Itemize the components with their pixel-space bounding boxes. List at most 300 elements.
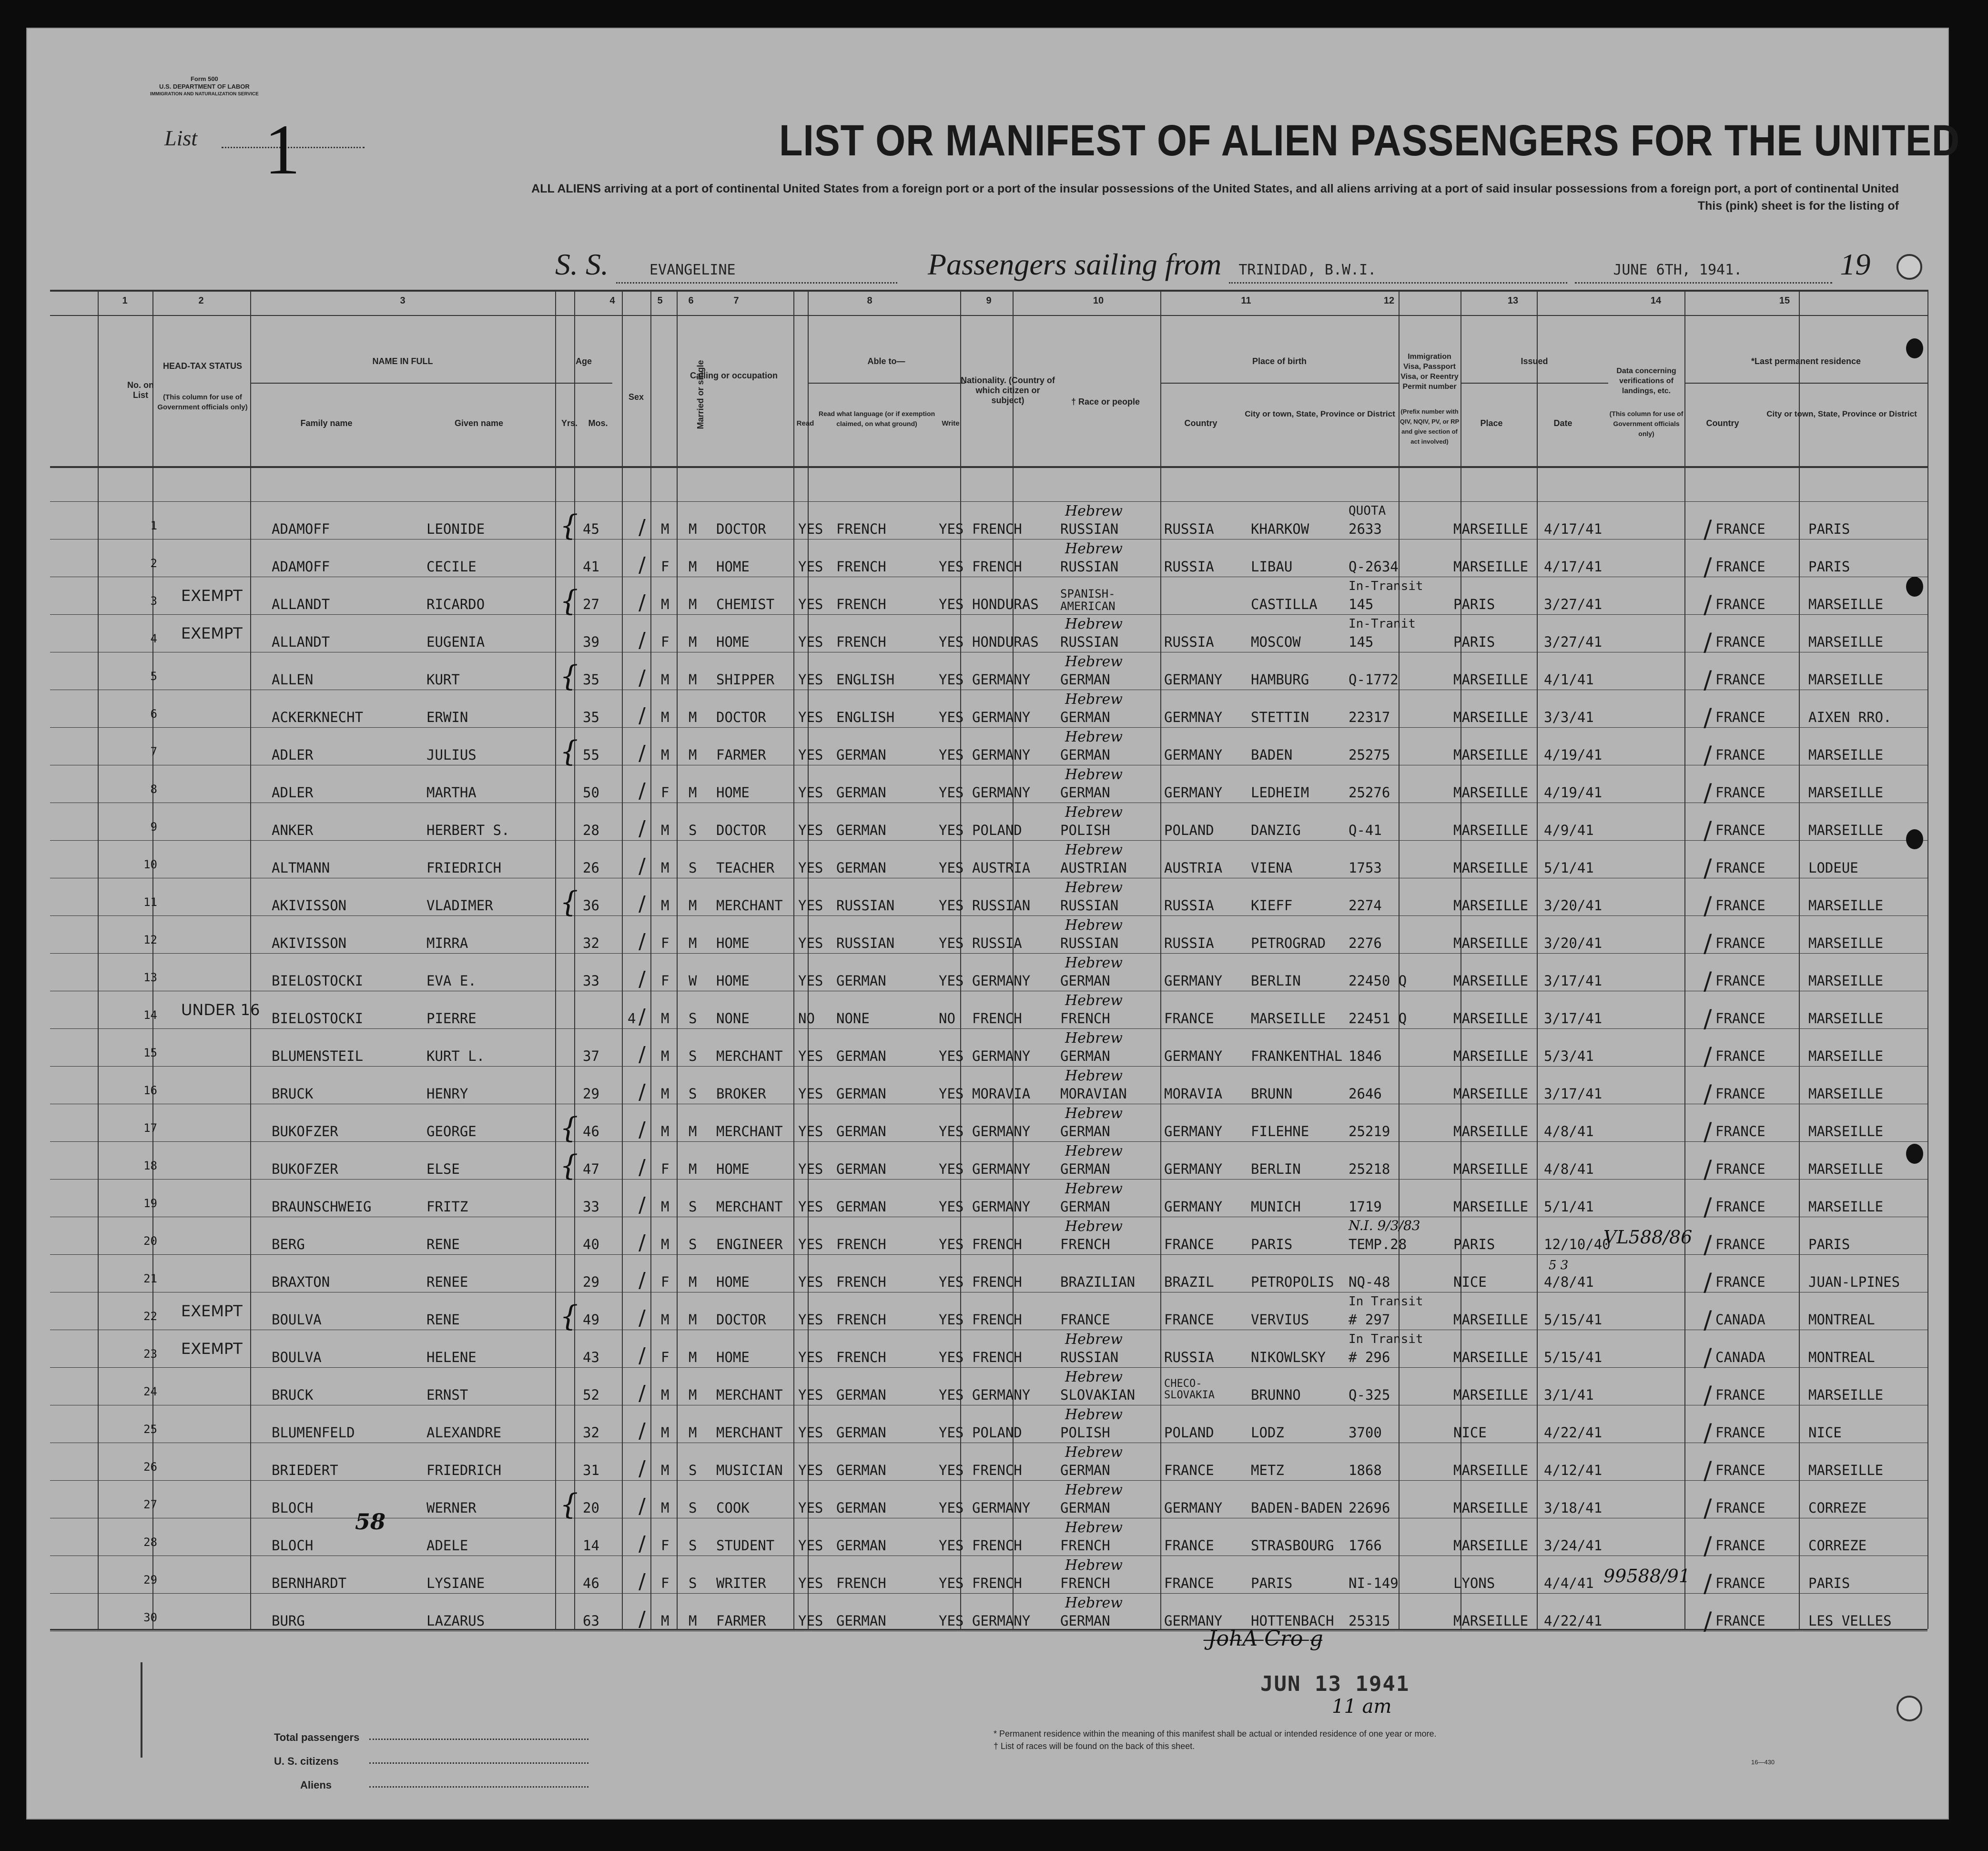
table-bottom-rule	[50, 1629, 1927, 1630]
birth-country-cell: RUSSIA	[1164, 521, 1214, 537]
issued-place-cell: MARSEILLE	[1453, 860, 1529, 876]
bracket-mark: {	[560, 1488, 578, 1521]
age-years-cell: 14	[583, 1537, 599, 1554]
issued-date-cell: 4/22/41	[1544, 1613, 1603, 1629]
column-number: 10	[1093, 295, 1104, 306]
can-read-cell: YES	[798, 747, 823, 763]
issued-date-cell: 4/8/41	[1544, 1123, 1594, 1139]
can-read-cell: YES	[798, 1161, 823, 1177]
row-rule	[50, 1066, 1927, 1067]
ship-prefix: S. S.	[555, 247, 609, 281]
can-write-cell: YES	[939, 1161, 964, 1177]
bracket-mark: {	[560, 509, 578, 542]
can-read-cell: YES	[798, 935, 823, 951]
can-read-cell: YES	[798, 1500, 823, 1516]
sex-cell: M	[661, 747, 669, 763]
occupation-cell: HOME	[716, 1349, 750, 1365]
residence-country-cell: FRANCE	[1715, 973, 1765, 989]
check-mark: /	[639, 779, 646, 803]
hebrew-annotation: Hebrew	[1065, 992, 1123, 1009]
date-stamp: JUN 13 1941	[1260, 1672, 1410, 1696]
can-write-cell: YES	[939, 559, 964, 575]
residence-city-cell: MARSEILLE	[1808, 1123, 1884, 1139]
row-number: 17	[143, 1121, 157, 1135]
nationality-cell: FRENCH	[972, 559, 1022, 575]
check-mark: /	[639, 1494, 646, 1518]
issued-date-cell: 5/1/41	[1544, 860, 1594, 876]
check-mark: /	[1704, 590, 1712, 619]
marital-status-cell: M	[689, 521, 697, 537]
sex-cell: F	[661, 1575, 669, 1591]
race-cell: GERMAN	[1060, 709, 1110, 725]
can-write-cell: YES	[939, 784, 964, 801]
birth-city-cell: MUNICH	[1251, 1199, 1301, 1215]
can-write-cell: YES	[939, 1424, 964, 1441]
birth-country-cell: GERMANY	[1164, 973, 1223, 989]
birth-city-cell: PARIS	[1251, 1575, 1293, 1591]
header-nationality: Nationality. (Country of which citizen or subject)	[961, 376, 1055, 405]
can-write-cell: YES	[939, 671, 964, 688]
row-number: 7	[150, 745, 157, 758]
birth-city-cell: BADEN-BADEN	[1251, 1500, 1343, 1516]
able-subheader-rule	[808, 383, 965, 384]
punch-hole	[1906, 1144, 1923, 1164]
marital-status-cell: M	[689, 1349, 697, 1365]
nationality-cell: FRENCH	[972, 1575, 1022, 1591]
handwritten-58: 58	[355, 1509, 386, 1535]
birth-city-cell: BRUNNO	[1251, 1387, 1301, 1403]
birth-country-cell: GERMANY	[1164, 1048, 1223, 1064]
issued-place-cell: MARSEILLE	[1453, 1086, 1529, 1102]
can-read-cell: YES	[798, 671, 823, 688]
can-read-cell: YES	[798, 1199, 823, 1215]
occupation-cell: HOME	[716, 1274, 750, 1290]
residence-country-cell: FRANCE	[1715, 1048, 1765, 1064]
marital-status-cell: M	[689, 671, 697, 688]
nationality-cell: MORAVIA	[972, 1086, 1031, 1102]
birth-city-cell: LEDHEIM	[1251, 784, 1309, 801]
header-name-in-full: NAME IN FULL	[372, 356, 433, 366]
occupation-cell: WRITER	[716, 1575, 766, 1591]
read-language-cell: GERMAN	[836, 1199, 886, 1215]
sex-cell: F	[661, 973, 669, 989]
header-issued: Issued	[1521, 356, 1548, 366]
can-write-cell: YES	[939, 1086, 964, 1102]
residence-city-cell: MONTREAL	[1808, 1312, 1875, 1328]
birth-country-cell: CHECO-SLOVAKIA	[1164, 1378, 1215, 1401]
row-rule	[50, 1141, 1927, 1142]
given-name-cell: PIERRE	[426, 1010, 477, 1027]
residence-city-cell: MARSEILLE	[1808, 1086, 1884, 1102]
residence-city-cell: JUAN-LPINES	[1808, 1274, 1900, 1290]
family-name-cell: BRUCK	[272, 1086, 314, 1102]
issued-place-cell: MARSEILLE	[1453, 671, 1529, 688]
sex-cell: F	[661, 1349, 669, 1365]
check-mark: /	[639, 1306, 646, 1330]
residence-city-cell: MONTREAL	[1808, 1349, 1875, 1365]
visa-cell: 1753	[1349, 860, 1382, 876]
race-cell: POLISH	[1060, 822, 1110, 838]
occupation-cell: DOCTOR	[716, 709, 766, 725]
visa-cell: 25219	[1349, 1123, 1390, 1139]
issued-date-cell: 4/22/41	[1544, 1424, 1603, 1441]
aliens-label: Aliens	[300, 1779, 332, 1791]
visa-cell: # 297	[1349, 1312, 1390, 1328]
marital-status-cell: M	[689, 559, 697, 575]
read-language-cell: GERMAN	[836, 1086, 886, 1102]
birth-country-cell: GERMANY	[1164, 784, 1223, 801]
family-name-cell: BURG	[272, 1613, 305, 1629]
check-mark: /	[1704, 1306, 1712, 1334]
visa-cell: 1719	[1349, 1199, 1382, 1215]
residence-city-cell: LES VELLES	[1808, 1613, 1892, 1629]
issued-date-cell: 3/3/41	[1544, 709, 1594, 725]
check-mark: /	[639, 1193, 646, 1217]
nationality-cell: FRENCH	[972, 1462, 1022, 1478]
can-read-cell: YES	[798, 1387, 823, 1403]
row-number: 28	[143, 1536, 157, 1549]
residence-country-cell: CANADA	[1715, 1312, 1765, 1328]
row-number: 25	[143, 1423, 157, 1436]
given-name-cell: JULIUS	[426, 747, 477, 763]
check-mark: /	[1704, 1381, 1712, 1410]
family-name-cell: BRAXTON	[272, 1274, 330, 1290]
birth-city-cell: PARIS	[1251, 1236, 1293, 1252]
occupation-cell: NONE	[716, 1010, 750, 1027]
given-name-cell: FRIEDRICH	[426, 860, 502, 876]
sex-cell: F	[661, 1537, 669, 1554]
read-language-cell: FRENCH	[836, 1312, 886, 1328]
read-language-cell: GERMAN	[836, 1500, 886, 1516]
check-mark: /	[639, 1268, 646, 1292]
check-mark: /	[1704, 1155, 1712, 1184]
sex-cell: M	[661, 1236, 669, 1252]
read-language-cell: GERMAN	[836, 1123, 886, 1139]
given-name-cell: RICARDO	[426, 596, 485, 612]
hebrew-annotation: Hebrew	[1065, 1519, 1123, 1536]
can-read-cell: YES	[798, 1424, 823, 1441]
hebrew-annotation: Hebrew	[1065, 842, 1123, 858]
header-visa-note: (Prefix number with QIV, NQIV, PV, or RP and give section of act involved)	[1400, 408, 1460, 445]
birth-country-cell: FRANCE	[1164, 1537, 1214, 1554]
sex-cell: M	[661, 1312, 669, 1328]
visa-cell: Q-2634	[1349, 559, 1399, 575]
column-rule	[1160, 290, 1161, 1629]
visa-note-cell: In Transit	[1349, 1294, 1423, 1309]
hebrew-annotation: Hebrew	[1065, 1482, 1123, 1498]
can-read-cell: YES	[798, 1349, 823, 1365]
issued-place-cell: MARSEILLE	[1453, 1123, 1529, 1139]
column-number: 5	[657, 295, 663, 306]
residence-city-cell: MARSEILLE	[1808, 1387, 1884, 1403]
birth-country-cell: GERMNAY	[1164, 709, 1223, 725]
visa-cell: 22451 Q	[1349, 1010, 1407, 1027]
visa-cell: 3700	[1349, 1424, 1382, 1441]
occupation-cell: MERCHANT	[716, 1048, 783, 1064]
age-years-cell: 32	[583, 935, 599, 951]
read-language-cell: FRENCH	[836, 1575, 886, 1591]
occupation-cell: MERCHANT	[716, 897, 783, 914]
race-cell: GERMAN	[1060, 1048, 1110, 1064]
birth-city-cell: KHARKOW	[1251, 521, 1309, 537]
issued-date-cell: 4/19/41	[1544, 784, 1603, 801]
year-label: 19	[1840, 247, 1871, 281]
birth-country-cell: RUSSIA	[1164, 897, 1214, 914]
marital-status-cell: M	[689, 1161, 697, 1177]
hebrew-annotation: Hebrew	[1065, 766, 1123, 783]
can-write-cell: YES	[939, 521, 964, 537]
total-passengers-label: Total passengers	[274, 1731, 360, 1743]
race-cell: GERMAN	[1060, 973, 1110, 989]
family-name-cell: ADAMOFF	[272, 521, 330, 537]
check-mark: /	[639, 892, 646, 916]
given-name-cell: HENRY	[426, 1086, 468, 1102]
check-mark: /	[1704, 1343, 1712, 1372]
can-read-cell: YES	[798, 634, 823, 650]
read-language-cell: RUSSIAN	[836, 897, 895, 914]
visa-cell: 2633	[1349, 521, 1382, 537]
residence-country-cell: FRANCE	[1715, 1236, 1765, 1252]
race-cell: RUSSIAN	[1060, 559, 1119, 575]
check-mark: /	[639, 1155, 646, 1180]
occupation-cell: CHEMIST	[716, 596, 775, 612]
birth-country-cell: FRANCE	[1164, 1575, 1214, 1591]
column-rule	[622, 290, 623, 1629]
age-years-cell: 26	[583, 860, 599, 876]
family-name-cell: BRAUNSCHWEIG	[272, 1199, 372, 1215]
race-cell: POLISH	[1060, 1424, 1110, 1441]
race-cell: AUSTRIAN	[1060, 860, 1127, 876]
race-cell: GERMAN	[1060, 1199, 1110, 1215]
issued-place-cell: MARSEILLE	[1453, 709, 1529, 725]
can-write-cell: YES	[939, 1575, 964, 1591]
family-name-cell: BUKOFZER	[272, 1161, 338, 1177]
occupation-cell: DOCTOR	[716, 822, 766, 838]
read-language-cell: NONE	[836, 1010, 870, 1027]
header-read-language: Read what language (or if exemption claimed, on what ground)	[818, 410, 935, 427]
issued-place-cell: MARSEILLE	[1453, 559, 1529, 575]
manifest-table	[26, 28, 1949, 1820]
hebrew-annotation: Hebrew	[1065, 1218, 1123, 1235]
issued-place-cell: MARSEILLE	[1453, 1161, 1529, 1177]
read-language-cell: FRENCH	[836, 1274, 886, 1290]
visa-note-cell: In-Transit	[1349, 579, 1423, 593]
residence-city-cell: NICE	[1808, 1424, 1842, 1441]
bracket-mark: {	[560, 1149, 578, 1182]
sex-cell: M	[661, 1613, 669, 1629]
check-mark: /	[1704, 1456, 1712, 1485]
row-number: 22	[143, 1310, 157, 1323]
sex-cell: F	[661, 935, 669, 951]
header-age: Age	[575, 356, 592, 366]
row-rule	[50, 727, 1927, 728]
occupation-cell: TEACHER	[716, 860, 775, 876]
row-number: 1	[150, 519, 157, 532]
issued-place-cell: NICE	[1453, 1274, 1487, 1290]
age-years-cell: 46	[583, 1123, 599, 1139]
visa-cell: 25276	[1349, 784, 1390, 801]
aliens-line	[369, 1786, 588, 1788]
birth-country-cell: POLAND	[1164, 1424, 1214, 1441]
race-cell: FRENCH	[1060, 1575, 1110, 1591]
issued-date-cell: 3/17/41	[1544, 973, 1603, 989]
given-name-cell: KURT	[426, 671, 460, 688]
can-read-cell: YES	[798, 1312, 823, 1328]
column-rule	[1927, 290, 1928, 1629]
age-years-cell: 29	[583, 1274, 599, 1290]
marital-status-cell: S	[689, 1048, 697, 1064]
check-mark: /	[639, 1005, 646, 1029]
race-cell: GERMAN	[1060, 1500, 1110, 1516]
age-years-cell: 20	[583, 1500, 599, 1516]
age-years-cell: 41	[583, 559, 599, 575]
occupation-cell: STUDENT	[716, 1537, 775, 1554]
bracket-mark: {	[560, 1300, 578, 1333]
sailing-date: JUNE 6TH, 1941.	[1613, 262, 1743, 278]
issued-place-cell: MARSEILLE	[1453, 935, 1529, 951]
read-language-cell: FRENCH	[836, 634, 886, 650]
can-read-cell: YES	[798, 1575, 823, 1591]
age-years-cell: 32	[583, 1424, 599, 1441]
residence-country-cell: FRANCE	[1715, 1575, 1765, 1591]
check-mark: /	[639, 1118, 646, 1142]
race-cell: MORAVIAN	[1060, 1086, 1127, 1102]
check-mark: /	[1704, 628, 1712, 657]
issued-date-cell: 4/1/41	[1544, 671, 1594, 688]
visa-cell: 1846	[1349, 1048, 1382, 1064]
birth-city-cell: LODZ	[1251, 1424, 1284, 1441]
race-cell: FRENCH	[1060, 1537, 1110, 1554]
nationality-cell: GERMANY	[972, 1048, 1031, 1064]
hebrew-annotation: Hebrew	[1065, 1030, 1123, 1047]
visa-handwritten-note: N.I. 9/3/83	[1349, 1218, 1420, 1233]
binder-ring-top	[1897, 254, 1922, 280]
issued-date-cell: 4/17/41	[1544, 521, 1603, 537]
sailing-from: TRINIDAD, B.W.I.	[1238, 262, 1377, 278]
check-mark: /	[1704, 1042, 1712, 1071]
header-bottom-rule	[50, 466, 1927, 468]
sex-cell: M	[661, 1462, 669, 1478]
sex-cell: M	[661, 1086, 669, 1102]
given-name-cell: FRIEDRICH	[426, 1462, 502, 1478]
residence-country-cell: FRANCE	[1715, 860, 1765, 876]
check-mark: /	[1704, 703, 1712, 732]
age-years-cell: 47	[583, 1161, 599, 1177]
race-cell: GERMAN	[1060, 747, 1110, 763]
header-residence-country: Country	[1706, 418, 1739, 428]
birth-city-cell: VIENA	[1251, 860, 1293, 876]
issued-place-cell: MARSEILLE	[1453, 822, 1529, 838]
given-name-cell: VLADIMER	[426, 897, 493, 914]
family-name-cell: AKIVISSON	[272, 935, 347, 951]
age-years-cell: 35	[583, 671, 599, 688]
can-write-cell: YES	[939, 1537, 964, 1554]
hebrew-annotation: Hebrew	[1065, 503, 1123, 519]
check-mark: /	[639, 628, 646, 652]
can-write-cell: YES	[939, 1274, 964, 1290]
header-able-to: Able to—	[867, 356, 905, 366]
nationality-cell: FRENCH	[972, 521, 1022, 537]
age-years-cell: 46	[583, 1575, 599, 1591]
visa-cell: 1766	[1349, 1537, 1382, 1554]
header-issued-date: Date	[1553, 418, 1572, 428]
nationality-cell: FRENCH	[972, 1349, 1022, 1365]
family-name-cell: ADLER	[272, 784, 314, 801]
check-mark: /	[1704, 929, 1712, 958]
residence-city-cell: MARSEILLE	[1808, 973, 1884, 989]
age-years-cell: 28	[583, 822, 599, 838]
bracket-mark: {	[560, 735, 578, 768]
read-language-cell: GERMAN	[836, 1613, 886, 1629]
bracket-mark: {	[560, 1111, 578, 1145]
header-visa: Immigration Visa, Passport Visa, or Reentry Permit number	[1400, 353, 1459, 391]
family-name-cell: BIELOSTOCKI	[272, 1010, 364, 1027]
given-name-cell: ADELE	[426, 1537, 468, 1554]
given-name-cell: HELENE	[426, 1349, 477, 1365]
column-number: 9	[986, 295, 992, 306]
form-service: IMMIGRATION AND NATURALIZATION SERVICE	[150, 92, 259, 97]
birth-country-cell: BRAZIL	[1164, 1274, 1214, 1290]
column-number: 13	[1507, 295, 1519, 306]
birth-country-cell: GERMANY	[1164, 1199, 1223, 1215]
header-write: Write	[942, 419, 960, 427]
column-rule	[555, 290, 556, 1629]
check-mark: /	[1704, 666, 1712, 694]
given-name-cell: LAZARUS	[426, 1613, 485, 1629]
check-mark: /	[639, 967, 646, 991]
can-write-cell: YES	[939, 596, 964, 612]
race-cell: RUSSIAN	[1060, 935, 1119, 951]
birth-country-cell: RUSSIA	[1164, 1349, 1214, 1365]
given-name-cell: RENE	[426, 1312, 460, 1328]
header-married-single: Married or single	[696, 360, 705, 429]
age-years-cell: 27	[583, 596, 599, 612]
visa-cell: NQ-48	[1349, 1274, 1390, 1290]
sex-cell: F	[661, 1161, 669, 1177]
issued-place-cell: MARSEILLE	[1453, 784, 1529, 801]
read-language-cell: GERMAN	[836, 1462, 886, 1478]
given-name-cell: ERWIN	[426, 709, 468, 725]
issued-place-cell: MARSEILLE	[1453, 1500, 1529, 1516]
nationality-cell: GERMANY	[972, 973, 1031, 989]
residence-subheader-rule	[1684, 383, 1927, 384]
residence-city-cell: MARSEILLE	[1808, 634, 1884, 650]
column-number-rule	[50, 315, 1927, 316]
sex-cell: M	[661, 1387, 669, 1403]
given-name-cell: ELSE	[426, 1161, 460, 1177]
race-cell: GERMAN	[1060, 1462, 1110, 1478]
residence-city-cell: LODEUE	[1808, 860, 1858, 876]
row-rule	[50, 953, 1927, 954]
visa-cell: Q-1772	[1349, 671, 1399, 688]
marital-status-cell: S	[689, 1537, 697, 1554]
age-years-cell: 37	[583, 1048, 599, 1064]
row-number: 21	[143, 1272, 157, 1285]
read-language-cell: ENGLISH	[836, 709, 895, 725]
bracket-mark: {	[560, 660, 578, 693]
can-write-cell: YES	[939, 1349, 964, 1365]
residence-city-cell: MARSEILLE	[1808, 1010, 1884, 1027]
row-number: 27	[143, 1498, 157, 1511]
header-birth-city: City or town, State, Province or District	[1245, 409, 1395, 418]
residence-country-cell: FRANCE	[1715, 1010, 1765, 1027]
given-name-cell: RENE	[426, 1236, 460, 1252]
nationality-cell: GERMANY	[972, 784, 1031, 801]
nationality-cell: HONDURAS	[972, 596, 1039, 612]
visa-note-cell: In Transit	[1349, 1332, 1423, 1346]
column-number: 8	[867, 295, 872, 306]
family-name-cell: BERG	[272, 1236, 305, 1252]
